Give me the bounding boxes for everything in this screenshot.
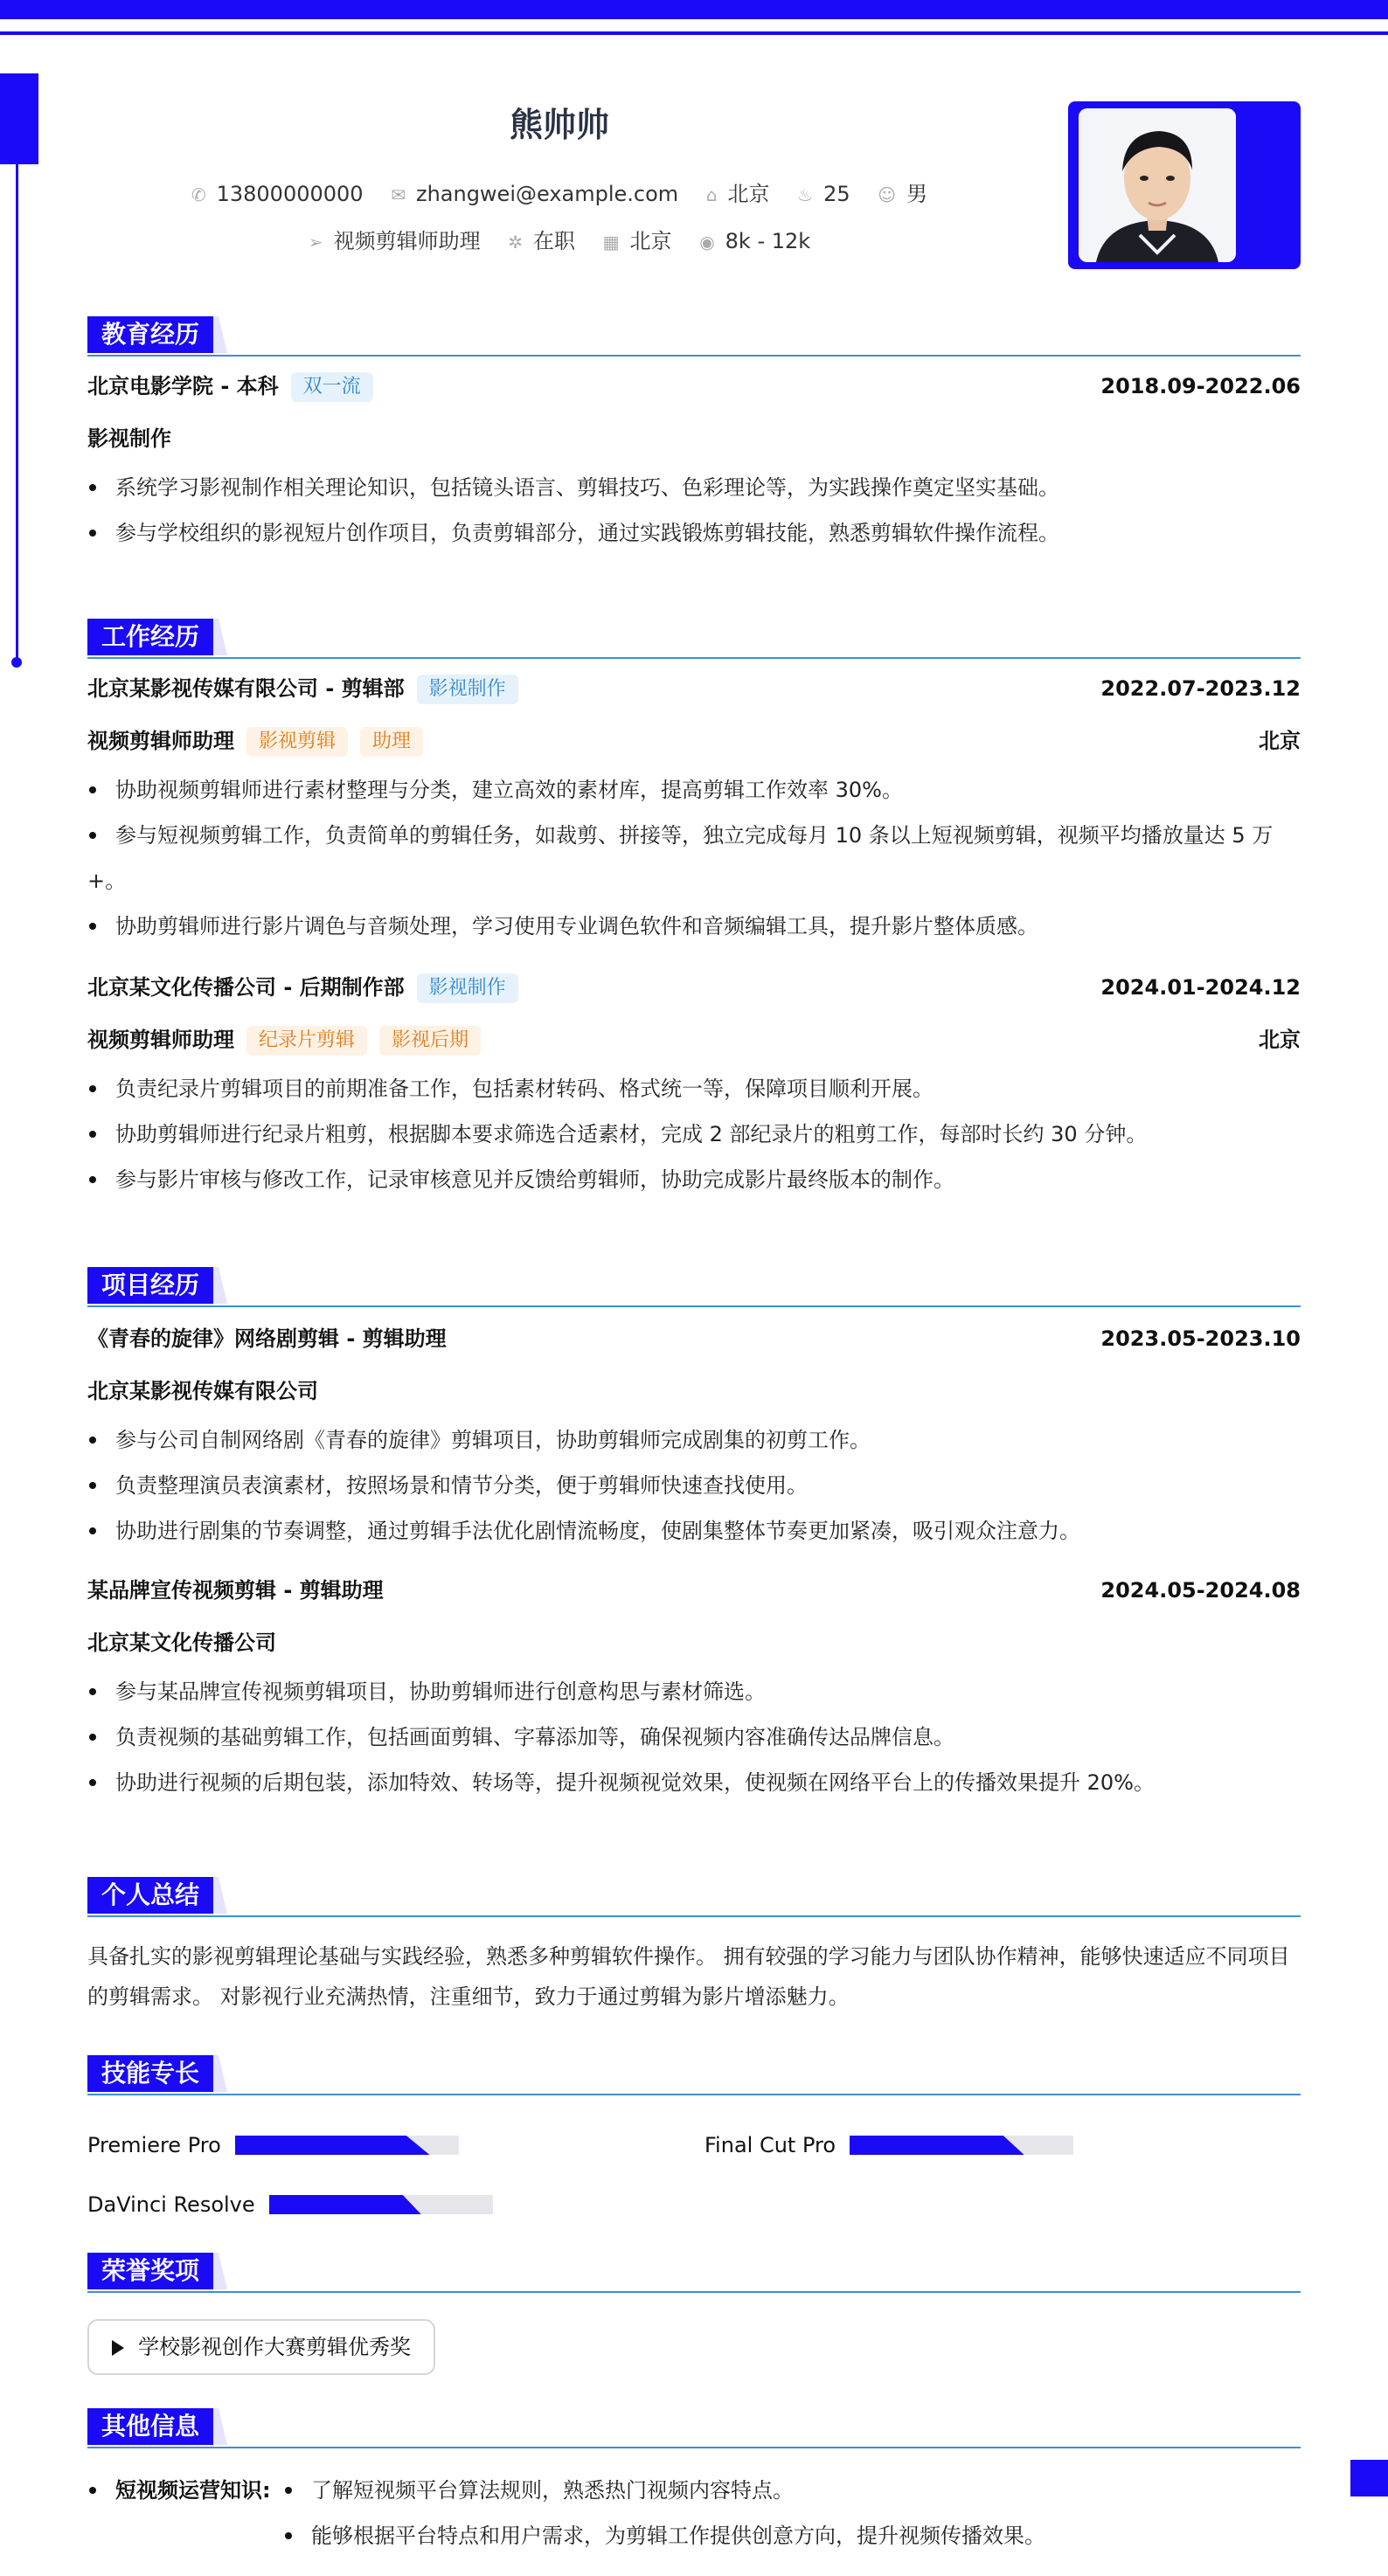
section-header [87,2253,1301,2293]
skills-list [87,2108,1301,2247]
skill-name: Final Cut Pro [704,2133,836,2157]
gender-icon: ☺ [878,184,897,205]
top-accent-bar [0,0,1388,19]
status-value: 在职 [533,229,575,253]
work-city-item [603,224,672,254]
skill-bar [850,2136,1073,2155]
section-rule [87,2094,1301,2095]
salary-value: 8k - 12k [725,229,811,253]
section-header [87,2055,1301,2095]
photo-frame [1068,101,1301,269]
role-row [87,1014,1301,1066]
project-name: 某品牌宣传视频剪辑 - 剪辑助理 [87,1578,384,1603]
section-rule [87,355,1301,357]
list-item: 负责视频的基础剪辑工作，包括画面剪辑、字幕添加等，确保视频内容准确传达品牌信息。 [115,1714,1301,1760]
work-city-value: 北京 [629,229,672,253]
list-item: 协助视频剪辑师进行素材整理与分类，建立高效的素材库，提高剪辑工作效率 30%。 [115,767,1301,813]
role-tag: 纪录片剪辑 [246,1026,367,1056]
list-item: 参与某品牌宣传视频剪辑项目，协助剪辑师进行创意构思与素材筛选。 [115,1669,1301,1714]
list-item: 参与公司自制网络剧《青春的旋律》剪辑项目，协助剪辑师完成剧集的初剪工作。 [115,1417,1301,1463]
section-rule [87,1305,1301,1307]
company-tag: 影视制作 [417,973,518,1003]
major-name: 影视制作 [87,426,171,451]
role-line [87,1014,481,1066]
position-item [309,224,481,254]
list-item: 协助进行视频的后期包装，添加特效、转场等，提升视频视觉效果，使视频在网络平台上的传播效果提升 20%。 [115,1760,1301,1805]
other-info-items [311,2468,1045,2559]
section-title: 教育经历 [87,316,213,353]
city-item [706,177,770,207]
cake-icon: ♨ [797,184,814,205]
role-row [87,715,1301,767]
section-rule [87,2291,1301,2293]
gender-value: 男 [906,182,928,206]
school-line [87,360,373,412]
section-header [87,1877,1301,1917]
company-line [87,961,518,1014]
skill-bar-fill [269,2195,421,2214]
list-item: 协助剪辑师进行影片调色与音频处理，学习使用专业调色软件和音频编辑工具，提升影片整体质感。 [115,904,1301,949]
job-date: 2022.07-2023.12 [1100,676,1301,701]
section-header [87,316,1301,357]
list-item: 系统学习影视制作相关理论知识，包括镜头语言、剪辑技巧、色彩理论等，为实践操作奠定坚实基础。 [115,465,1301,510]
section-title: 工作经历 [87,619,213,655]
project-entry-header [87,1312,1301,1365]
mail-icon: ✉ [391,184,406,205]
avatar [1079,108,1236,262]
status-item [508,224,575,254]
project-org-row [87,1617,1301,1669]
phone-icon: ✆ [191,184,206,205]
city-value: 北京 [727,182,770,206]
section-rule [87,1915,1301,1917]
age-item [797,182,850,206]
summary-text: 具备扎实的影视剪辑理论基础与实践经验，熟悉多种剪辑软件操作。 拥有较强的学习能力与团队协作精神，能够快速适应不同项目的剪辑需求。 对影视行业充满热情，注重细节，致力于通过剪辑为影片增添魅力。 [87,1944,1290,2009]
left-timeline-dot [11,657,22,668]
top-accent-line [0,31,1388,35]
section-title: 技能专长 [87,2055,213,2092]
list-item: 参与学校组织的影视短片创作项目，负责剪辑部分，通过实践锻炼剪辑技能，熟悉剪辑软件操作流程。 [115,510,1301,556]
job-entry-header [87,662,1301,715]
section-header [87,2408,1301,2448]
section-title: 项目经历 [87,1267,213,1304]
company-line [87,662,518,715]
salary-item [699,229,810,253]
list-item-continuation: +。 [87,869,127,893]
list-item: 协助进行剧集的节奏调整，通过剪辑手法优化剧情流畅度，使剧集整体节奏更加紧凑，吸引观众注意力。 [115,1508,1301,1554]
section-title: 个人总结 [87,1877,213,1914]
home-icon: ⌂ [705,184,718,205]
project-bullets [87,1669,1301,1805]
job-intent-row [0,224,1119,254]
skill-bar-fill [235,2136,430,2155]
job-date: 2024.01-2024.12 [1100,975,1301,1000]
job-entry-header [87,961,1301,1014]
job-bullets [87,1066,1301,1202]
projects-section [87,1267,1301,1805]
other-section [87,2408,1301,2548]
major-row [87,412,1301,465]
candidate-name: 熊帅帅 [509,106,609,144]
skill-bar-fill [850,2136,1024,2155]
list-item: 协助剪辑师进行纪录片粗剪，根据脚本要求筛选合适素材，完成 2 部纪录片的粗剪工作，每部时长约 30 分钟。 [115,1111,1301,1157]
company-tag: 影视制作 [417,675,518,704]
status-icon: ✲ [508,232,523,253]
coin-icon: ◉ [699,232,715,253]
education-section [87,316,1301,556]
project-org-row [87,1365,1301,1417]
job-location: 北京 [1259,729,1301,753]
project-date: 2024.05-2024.08 [1100,1578,1301,1603]
contact-row [0,177,1119,207]
avatar-portrait [1079,108,1236,262]
company-name: 北京某文化传播公司 - 后期制作部 [87,975,405,1000]
section-title: 其他信息 [87,2408,213,2445]
age-value: 25 [823,182,850,206]
list-item: 了解短视频平台算法规则，熟悉热门视频内容特点。 [311,2468,1045,2513]
company-name: 北京某影视传媒有限公司 - 剪辑部 [87,676,405,701]
role-line [87,715,423,767]
role-tag: 影视后期 [379,1026,481,1056]
phone-item [191,182,364,206]
project-entry-header [87,1564,1301,1617]
project-date: 2023.05-2023.10 [1100,1326,1301,1351]
skill-item [704,2127,1073,2162]
section-header [87,1267,1301,1307]
awards-section [87,2253,1301,2375]
education-date: 2018.09-2022.06 [1100,374,1301,398]
role-tag: 影视剪辑 [246,727,348,757]
award-item[interactable] [87,2319,435,2375]
award-label: 学校影视创作大赛剪辑优秀奖 [138,2335,411,2359]
email-value: zhangwei@example.com [415,182,679,206]
job-bullets [87,767,1301,949]
position-value: 视频剪辑师助理 [333,229,481,253]
list-item: 负责整理演员表演素材，按照场景和情节分类，便于剪辑师快速查找使用。 [115,1463,1301,1508]
role-name: 视频剪辑师助理 [87,729,234,753]
project-org: 北京某影视传媒有限公司 [87,1379,318,1403]
other-info-key: 短视频运营知识: [115,2468,271,2513]
send-icon: ➢ [308,232,323,253]
section-title: 荣誉奖项 [87,2253,213,2289]
project-bullets [87,1417,1301,1554]
list-item: 能够根据平台特点和用户需求，为剪辑工作提供创意方向，提升视频传播效果。 [311,2513,1045,2559]
skill-name: DaVinci Resolve [87,2192,255,2217]
project-org: 北京某文化传播公司 [87,1631,276,1655]
role-name: 视频剪辑师助理 [87,1028,234,1052]
skill-item [87,2186,493,2221]
work-section [87,619,1301,1202]
education-entry-header [87,360,1301,412]
skill-bar [235,2136,459,2155]
school-tag: 双一流 [291,372,373,402]
section-header [87,619,1301,659]
summary-section [87,1877,1301,2017]
gender-item [878,177,927,207]
section-rule [87,657,1301,659]
school-name: 北京电影学院 - 本科 [87,374,279,398]
job-location: 北京 [1259,1028,1301,1052]
list-item: 负责纪录片剪辑项目的前期准备工作，包括素材转码、格式统一等，保障项目顺利开展。 [115,1066,1301,1111]
play-triangle-icon [112,2340,124,2356]
skills-section [87,2055,1301,2247]
building-icon: ▦ [602,232,620,253]
right-accent-block [1350,2460,1388,2496]
role-tag: 助理 [360,727,423,757]
email-item [391,182,678,206]
project-name: 《青春的旋律》网络剧剪辑 - 剪辑助理 [87,1326,447,1351]
list-item: 参与短视频剪辑工作，负责简单的剪辑任务，如裁剪、拼接等，独立完成每月 10 条以上短视频剪辑，视频平均播放量达 5 万 [115,813,1301,858]
section-rule [87,2447,1301,2448]
skill-item [87,2127,459,2162]
list-item: 参与影片审核与修改工作，记录审核意见并反馈给剪辑师，协助完成影片最终版本的制作。 [115,1157,1301,1202]
education-bullets [87,465,1301,556]
phone-value: 13800000000 [216,182,364,206]
skill-bar [269,2195,493,2214]
skill-name: Premiere Pro [87,2133,221,2157]
